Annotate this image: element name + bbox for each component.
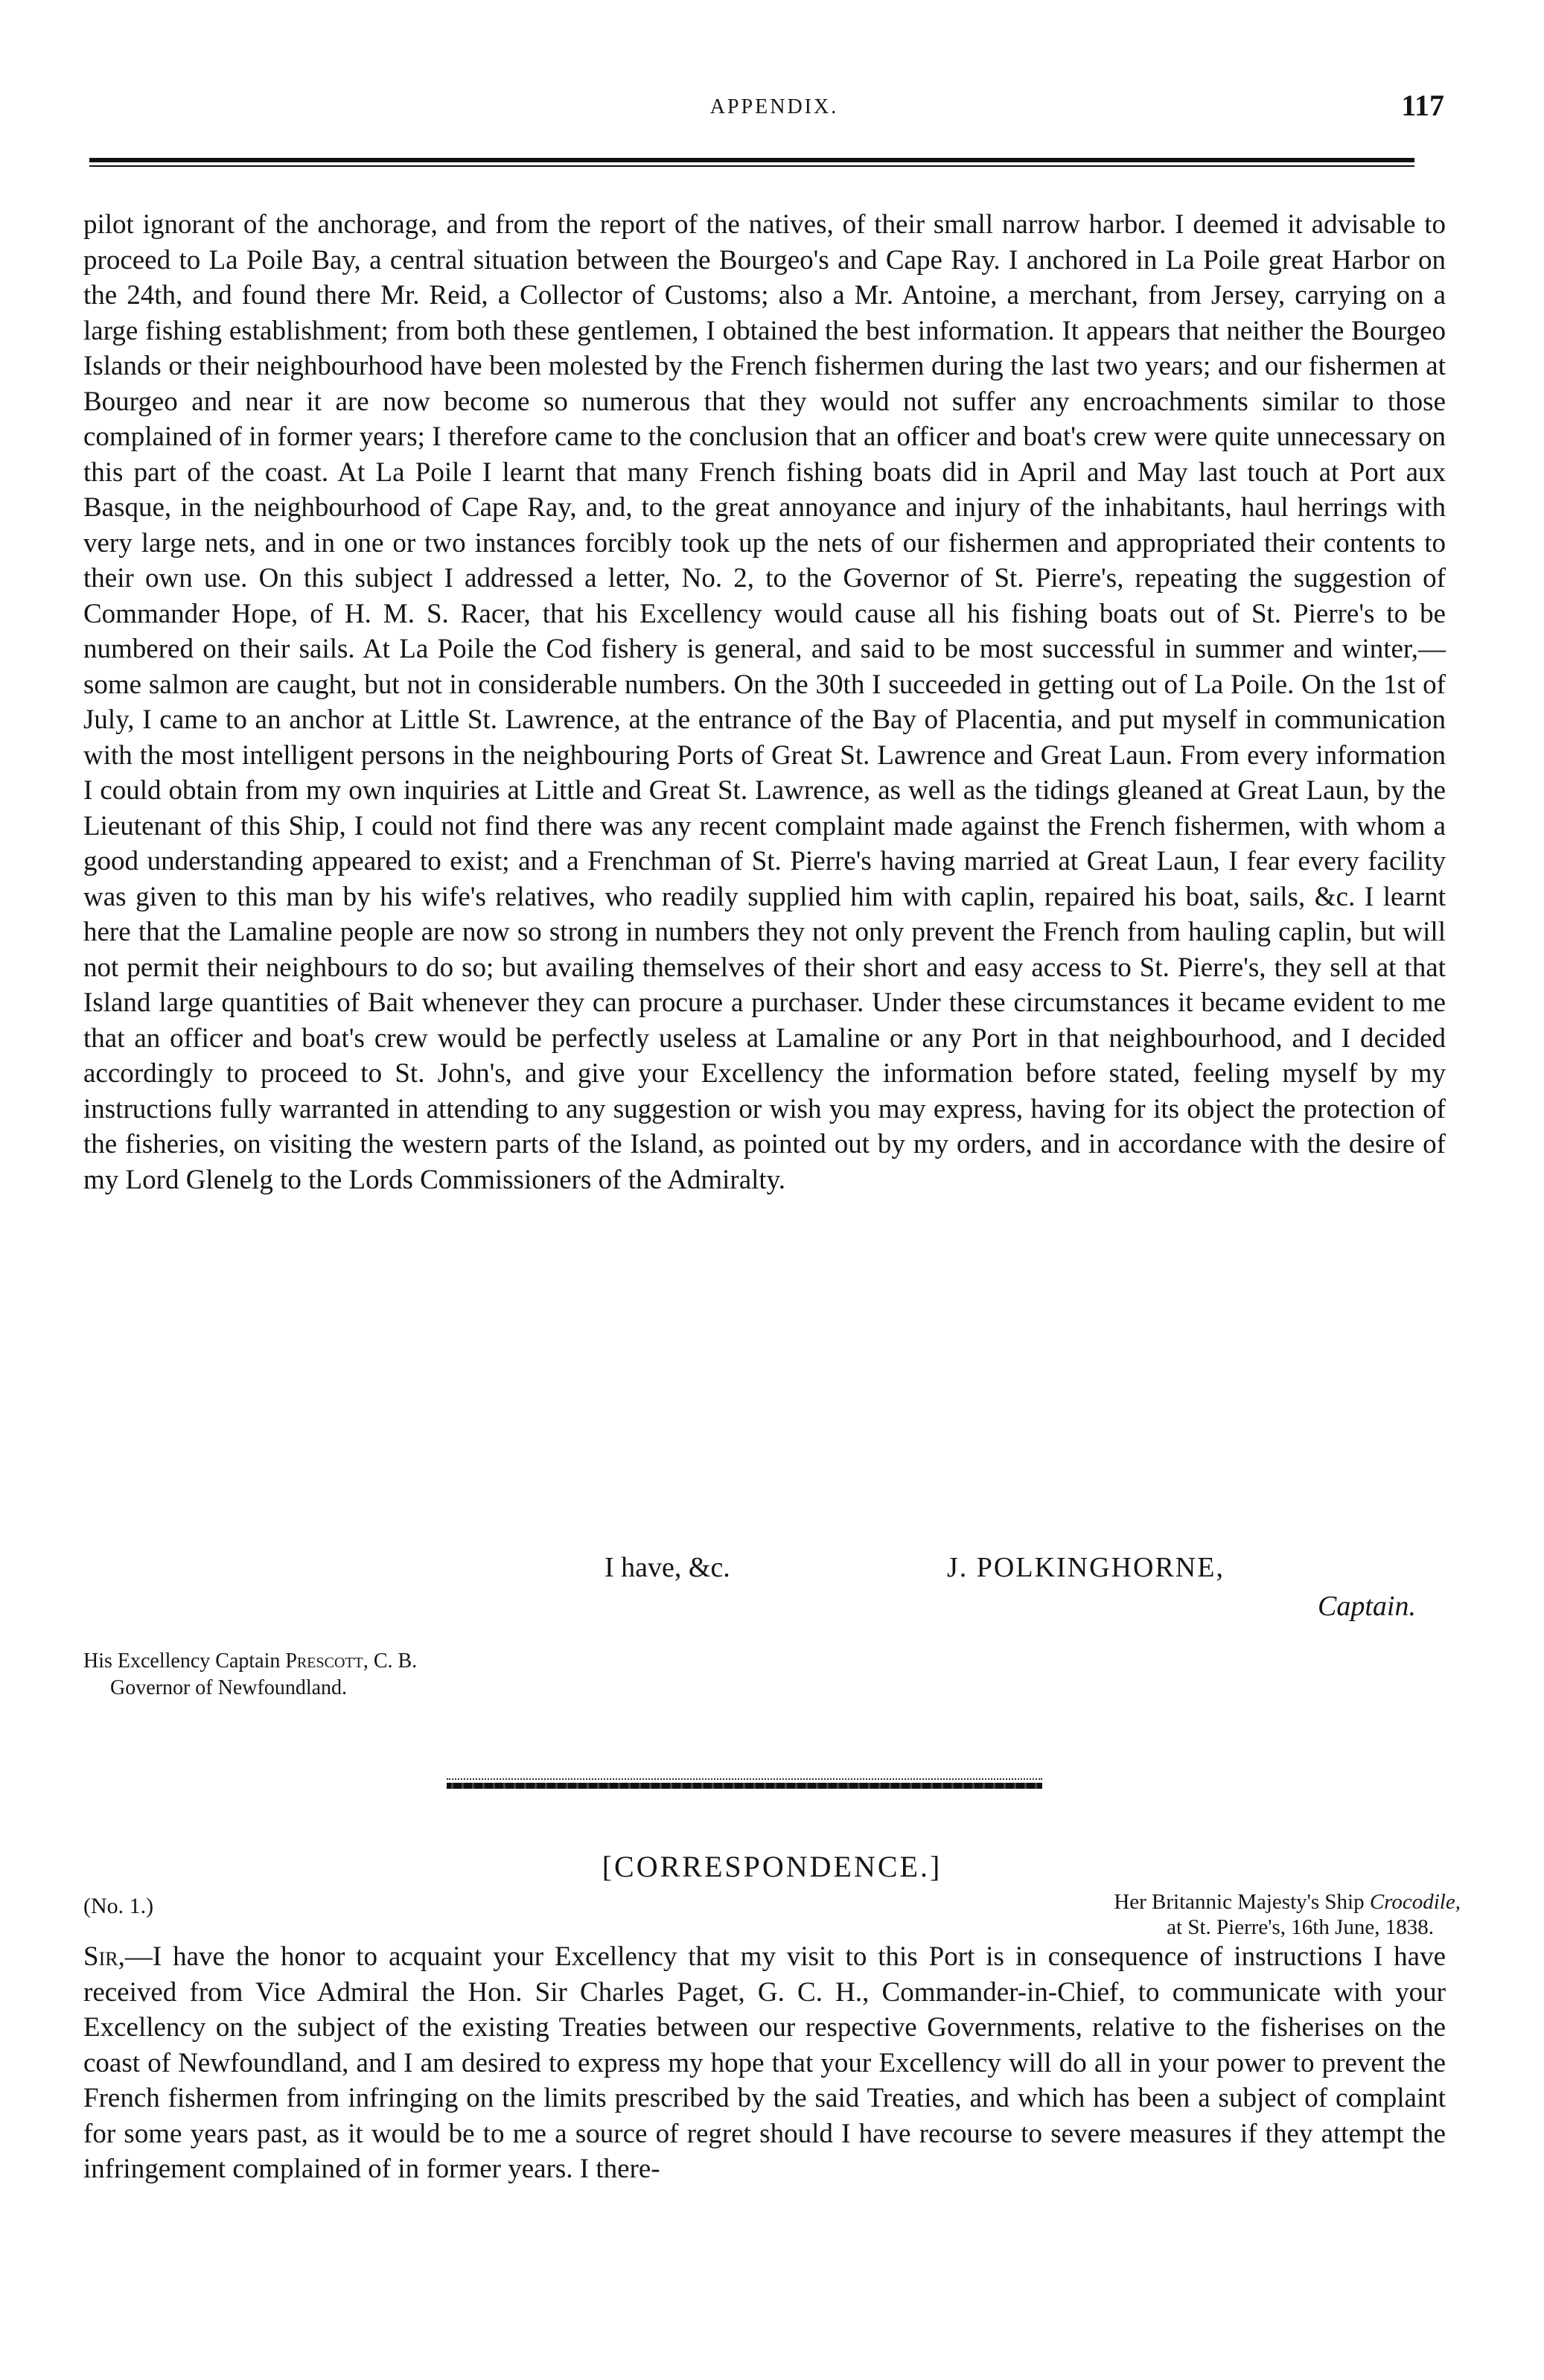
- section-divider: [447, 1778, 1042, 1789]
- addressee-suffix: C. B.: [373, 1649, 418, 1673]
- body-paragraph: pilot ignorant of the anchorage, and from the report of the natives, of their small narrow harbor. I deemed it advisable to proceed to La Poile Bay, a central situation between the Bourgeo's and Cape Ray. I anchored in La Poile great Harbor on the 24th, and found there Mr. Reid, a Collector of Customs; also a Mr. Antoine, a merchant, from Jersey, carrying on a large fishing establishment; from both these gentlemen, I obtained the best information. It appears that neither the Bourgeo Islands or their neighbourhood have been molested by the French fishermen during the last two years; and our fishermen at Bourgeo and near it are now become so numerous that they would not suffer any encroachments similar to those complained of in former years; I therefore came to the conclusion that an officer and boat's crew were quite unnecessary on this part of the coast. At La Poile I learnt that many French fishing boats did in April and May last touch at Port aux Basque, in the neighbourhood of Cape Ray, and, to the great annoyance and injury of the inhabitants, haul herrings with very large nets, and in one or two instances forcibly took up the nets of our fishermen and appropriated their contents to their own use. On this subject I addressed a letter, No. 2, to the Governor of St. Pierre's, repeating the suggestion of Commander Hope, of H. M. S. Racer, that his Excellency would cause all his fishing boats out of St. Pierre's to be numbered on their sails. At La Poile the Cod fishery is general, and said to be most successful in summer and winter,—some salmon are caught, but not in considerable numbers. On the 30th I succeeded in getting out of La Poile. On the 1st of July, I came to an anchor at Little St. Lawrence, at the entrance of the Bay of Placentia, and put myself in communication with the most intelligent persons in the neighbouring Ports of Great St. Lawrence and Great Laun. From every information I could obtain from my own inquiries at Little and Great St. Lawrence, as well as the tidings gleaned at Great Laun, by the Lieutenant of this Ship, I could not find there was any recent complaint made against the French fishermen, with whom a good understanding appeared to exist; and a Frenchman of St. Pierre's having married at Great Laun, I fear every facility was given to this man by his wife's relatives, who readily supplied him with caplin, repaired his boat, sails, &c. I learnt here that the Lamaline people are now so strong in numbers they not only prevent the French from hauling caplin, but will not permit their neighbours to do so; but availing themselves of their short and easy access to St. Pierre's, they sell at that Island large quantities of Bait whenever they can procure a purchaser. Under these circumstances it became evident to me that an officer and boat's crew would be perfectly useless at Lamaline or any Port in that neighbourhood, and I decided accordingly to proceed to St. John's, and give your Excellency the information before stated, feeling myself by my instructions fully warranted in attending to any suggestion or wish you may express, having for its object the protection of the fisheries, on visiting the western parts of the Island, as pointed out by my orders, and in accordance with the desire of my Lord Glenelg to the Lords Commissioners of the Admiralty.: [83, 209, 1446, 1195]
- letter-body: [83, 1939, 1446, 2187]
- signer-name: J. POLKINGHORNE,: [947, 1552, 1225, 1583]
- running-head: [89, 88, 1459, 125]
- divider-thick-line: [447, 1783, 1042, 1789]
- dateline-place-date: at St. Pierre's, 16th June, 1838.: [1167, 1915, 1434, 1939]
- letter-dateline: [791, 1889, 1461, 1940]
- divider-dotted-line: [447, 1778, 1042, 1780]
- body-text: [83, 207, 1446, 1197]
- running-head-title: APPENDIX.: [709, 95, 839, 118]
- addressee-block: [83, 1648, 753, 1702]
- salutation: Sir,: [83, 1941, 125, 1972]
- letter-number: (No. 1.): [83, 1894, 154, 1918]
- closing-phrase: I have, &c.: [604, 1552, 730, 1583]
- addressee-name: Prescott,: [285, 1649, 369, 1673]
- letter-signoff: [83, 1551, 1446, 1641]
- dateline-line-1: [791, 1889, 1461, 1915]
- ship-name: Crocodile,: [1369, 1890, 1461, 1914]
- signer-rank: Captain.: [1318, 1591, 1416, 1622]
- letter-body-text: —I have the honor to acquaint your Excellency that my visit to this Port is in consequence of instructions I have received from Vice Admiral the Hon. Sir Charles Paget, G. C. H., Commander-in-Chief, to communicate with your Excellency on the subject of the existing Treaties between our respective Governments, relative to the fisherises on the coast of Newfoundland, and I am desired to express my hope that your Excellency will do all in your power to prevent the French fishermen from infringing on the limits prescribed by the said Treaties, and which has been a subject of complaint for some years past, as it would be to me a source of regret should I have recourse to severe measures if they attempt the infringement complained of in former years. I there-: [83, 1941, 1446, 2184]
- addressee-prefix: His Excellency Captain: [83, 1649, 281, 1673]
- addressee-line-1: [83, 1648, 753, 1675]
- addressee-line-2: Governor of Newfoundland.: [110, 1676, 348, 1699]
- header-rule: [89, 158, 1414, 167]
- section-title: [CORRESPONDENCE.]: [602, 1850, 942, 1883]
- page-number: 117: [1401, 89, 1444, 122]
- dateline-prefix: Her Britannic Majesty's Ship: [1114, 1890, 1365, 1914]
